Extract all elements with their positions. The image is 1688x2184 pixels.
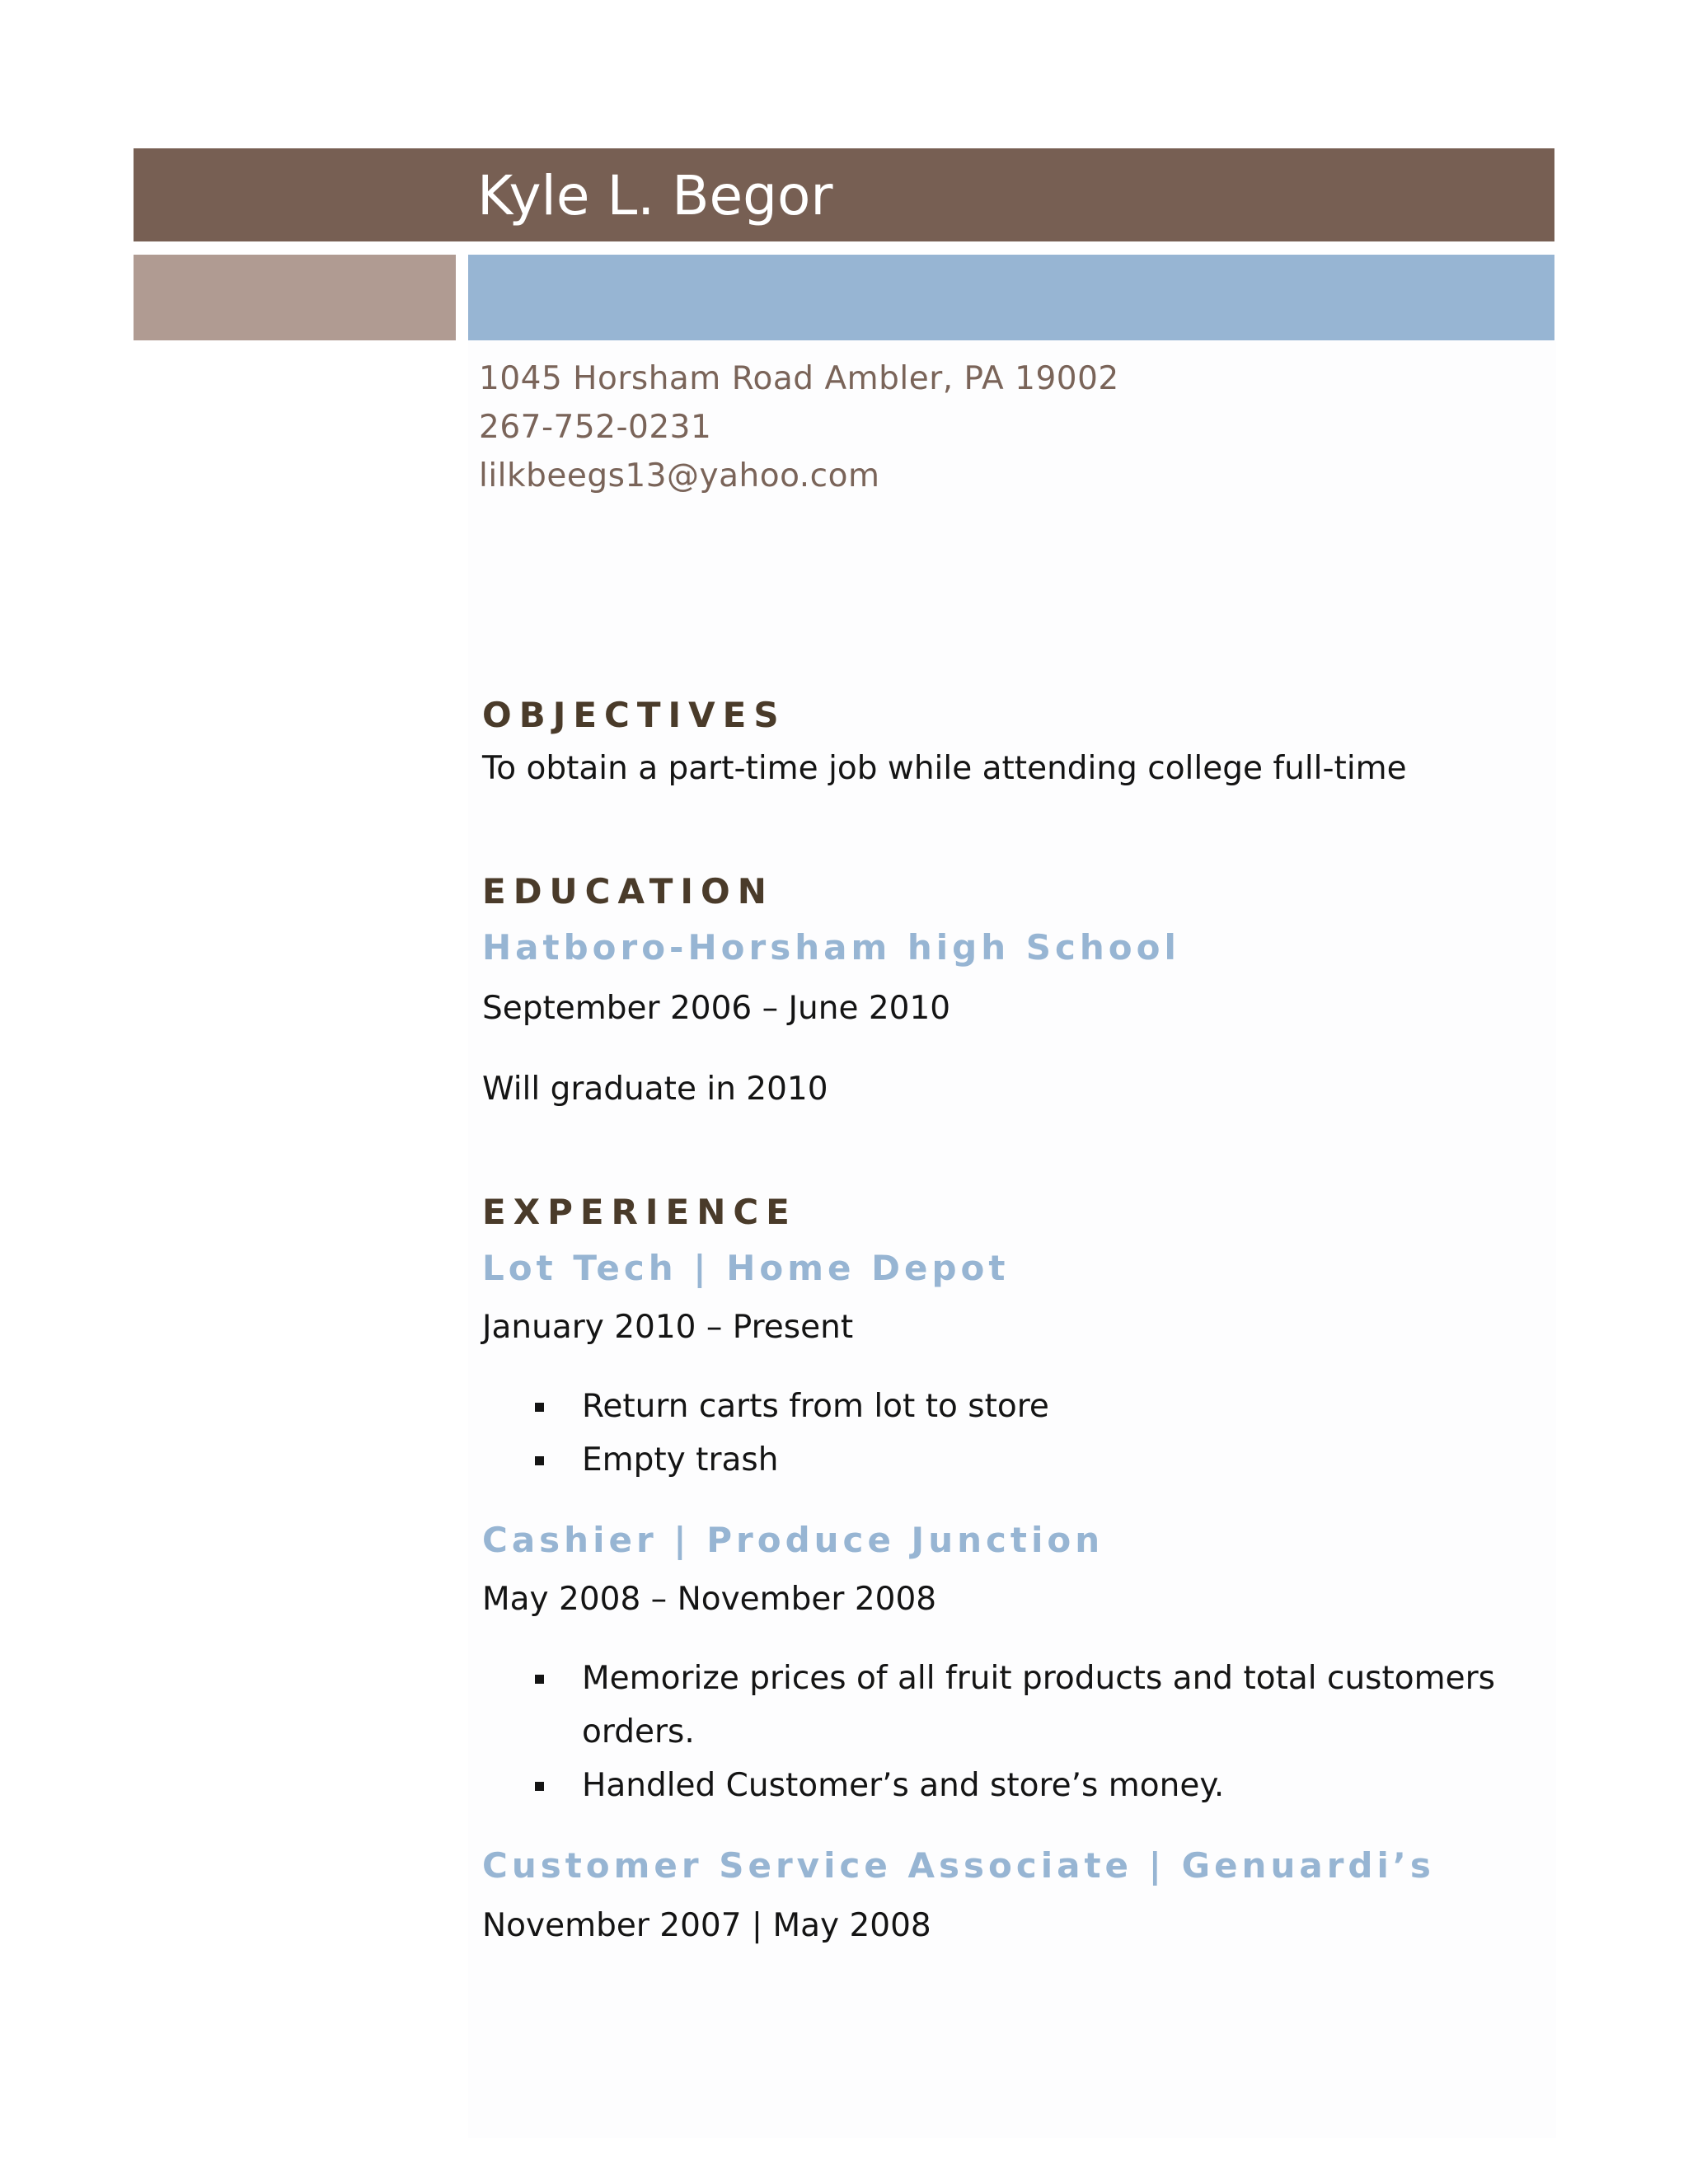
bullet-marker <box>535 1675 544 1684</box>
contact-email: lilkbeegs13@yahoo.com <box>479 457 880 494</box>
objectives-heading: OBJECTIVES <box>482 695 786 735</box>
job-bullet: Return carts from lot to store <box>582 1388 1049 1425</box>
job-title: Lot Tech | Home Depot <box>482 1248 1010 1288</box>
education-heading: EDUCATION <box>482 871 774 912</box>
objectives-text: To obtain a part-time job while attending college full-time <box>482 750 1407 787</box>
education-school: Hatboro-Horsham high School <box>482 927 1180 968</box>
job-bullet: Memorize prices of all fruit products and total customers <box>582 1660 1495 1697</box>
job-dates: January 2010 – Present <box>482 1309 854 1346</box>
name-bar <box>134 148 1554 241</box>
job-title: Customer Service Associate | Genuardi’s <box>482 1845 1435 1886</box>
job-title: Cashier | Produce Junction <box>482 1520 1104 1560</box>
blue-accent-block <box>468 255 1554 340</box>
education-dates: September 2006 – June 2010 <box>482 990 951 1027</box>
job-dates: May 2008 – November 2008 <box>482 1581 937 1618</box>
bullet-marker <box>535 1403 544 1412</box>
job-bullet: Empty trash <box>582 1441 779 1479</box>
contact-phone: 267-752-0231 <box>479 409 712 446</box>
bullet-marker <box>535 1456 544 1465</box>
resume-name: Kyle L. Begor <box>477 164 833 227</box>
job-bullet-continuation: orders. <box>582 1713 695 1750</box>
bullet-marker <box>535 1782 544 1791</box>
experience-heading: EXPERIENCE <box>482 1192 797 1232</box>
tan-accent-block <box>134 255 456 340</box>
job-dates: November 2007 | May 2008 <box>482 1907 931 1944</box>
contact-address: 1045 Horsham Road Ambler, PA 19002 <box>479 360 1119 397</box>
education-note: Will graduate in 2010 <box>482 1071 828 1108</box>
job-bullet: Handled Customer’s and store’s money. <box>582 1767 1225 1804</box>
